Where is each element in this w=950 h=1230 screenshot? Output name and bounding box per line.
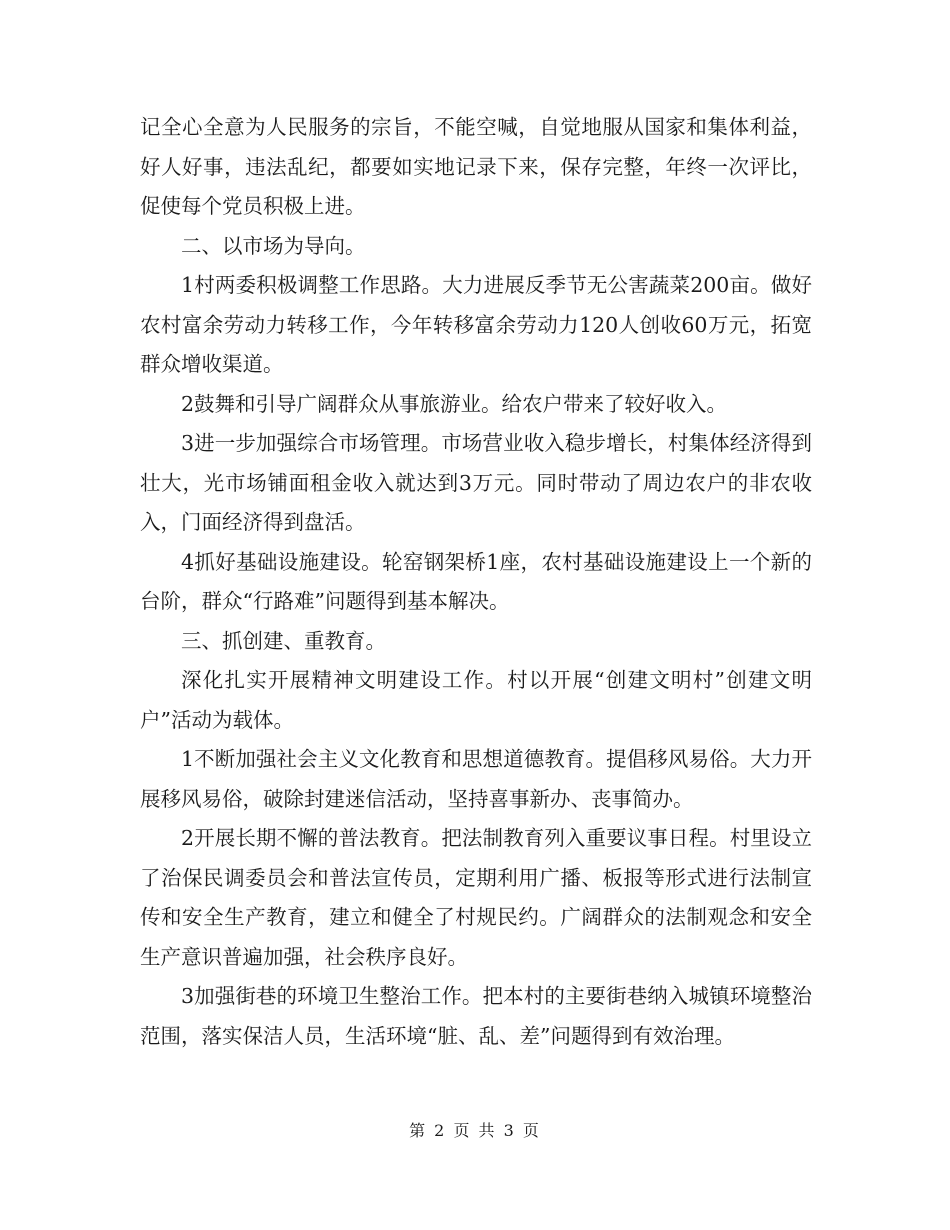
- paragraph-law: 2开展长期不懈的普法教育。把法制教育列入重要议事日程。村里设立了治保民调委员会和普法宣传员，定期利用广播、板报等形式进行法制宣传和安全生产教育，建立和健全了村规民约。广阔群众的法制观念和安全生产意识普遍加强，社会秩序良好。: [140, 826, 812, 969]
- document-body: [140, 108, 812, 1056]
- paragraph-civilization: 深化扎实开展精神文明建设工作。村以开展“创建文明村”创建文明户”活动为载体。: [140, 668, 812, 732]
- paragraph-continuation: 记全心全意为人民服务的宗旨，不能空喊，自觉地服从国家和集体利益，好人好事，违法乱纪，都要如实地记录下来，保存完整，年终一次评比，促使每个党员积极上进。: [140, 115, 812, 218]
- section-heading-education: 三、抓创建、重教育。: [181, 628, 386, 653]
- section-heading-market: 二、以市场为导向。: [181, 233, 366, 258]
- paragraph-item-1: 1村两委积极调整工作思路。大力进展反季节无公害蔬菜200亩。做好农村富余劳动力转移工作，今年转移富余劳动力120人创收60万元，拓宽群众增收渠道。: [140, 273, 812, 376]
- paragraph-item-4: 4抓好基础设施建设。轮窑钢架桥1座，农村基础设施建设上一个新的台阶，群众“行路难”问题得到基本解决。: [140, 549, 812, 613]
- page-number-footer: 第 2 页 共 3 页: [409, 1121, 541, 1140]
- paragraph-item-3: 3进一步加强综合市场管理。市场营业收入稳步增长，村集体经济得到壮大，光市场铺面租金收入就达到3万元。同时带动了周边农户的非农收入，门面经济得到盘活。: [140, 431, 812, 534]
- paragraph-culture: 1不断加强社会主义文化教育和思想道德教育。提倡移风易俗。大力开展移风易俗，破除封建迷信活动，坚持喜事新办、丧事简办。: [140, 747, 812, 811]
- paragraph-item-2: 2鼓舞和引导广阔群众从事旅游业。给农户带来了较好收入。: [181, 391, 728, 416]
- paragraph-environment: 3加强街巷的环境卫生整治工作。把本村的主要街巷纳入城镇环境整治范围，落实保洁人员，生活环境“脏、乱、差”问题得到有效治理。: [140, 984, 812, 1048]
